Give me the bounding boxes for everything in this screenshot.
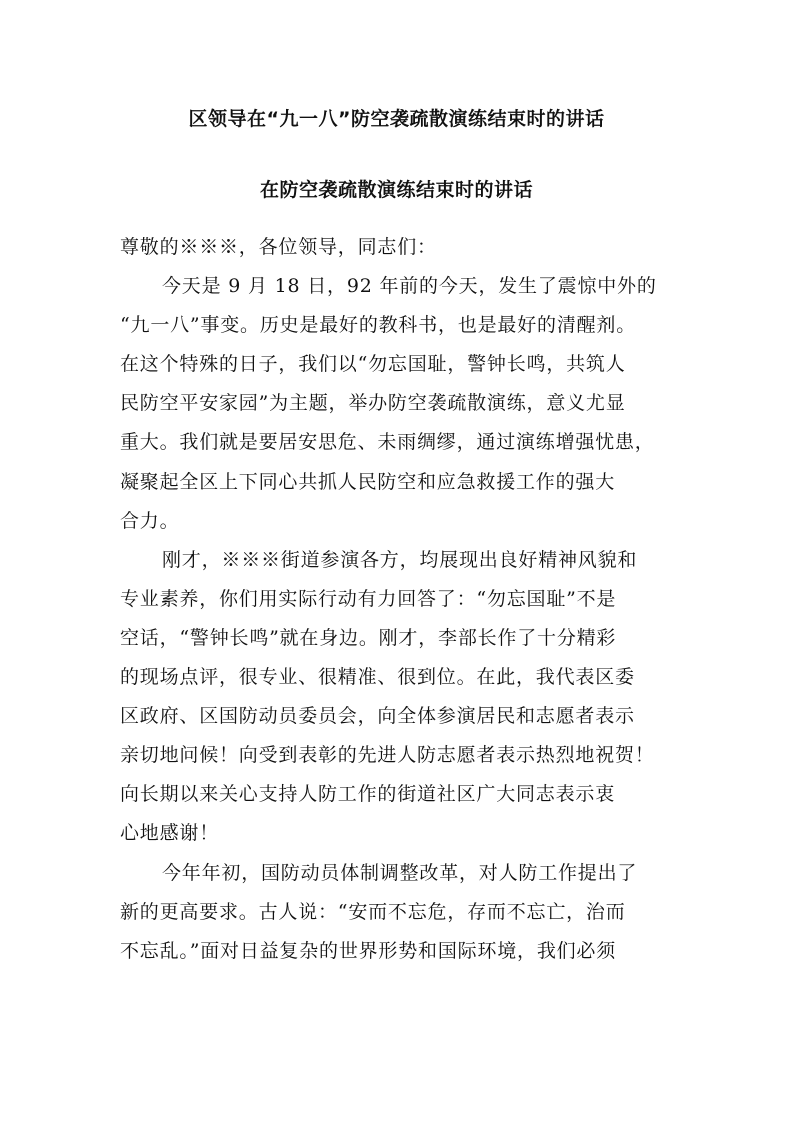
text-line: 刚才，※※※街道参演各方，均展现出良好精神风貌和 <box>162 548 638 571</box>
text-line: “九一八”事变。历史是最好的教科书，也是最好的清醒剂。 <box>120 314 637 337</box>
text-line: 民防空平安家园”为主题，举办防空袭疏散演练，意义尤显 <box>120 392 626 415</box>
document-body <box>120 228 680 971</box>
text-line: 新的更高要求。古人说：“安而不忘危，存而不忘亡，治而 <box>120 900 626 923</box>
text-line: 的现场点评，很专业、很精准、很到位。在此，我代表区委 <box>120 666 635 689</box>
text-line: 今天是 9 月 18 日，92 年前的今天，发生了震惊中外的 <box>162 275 657 298</box>
text-line: 亲切地问候！向受到表彰的先进人防志愿者表示热烈地祝贺！ <box>120 744 655 767</box>
text-line: 在这个特殊的日子，我们以“勿忘国耻，警钟长鸣，共筑人 <box>120 353 626 376</box>
text-line: 心地感谢！ <box>120 822 220 845</box>
text-line: 重大。我们就是要居安思危、未雨绸缪，通过演练增强忧患， <box>120 431 655 454</box>
text-line: 今年年初，国防动员体制调整改革，对人防工作提出了 <box>162 861 638 884</box>
salutation: 尊敬的※※※，各位领导，同志们： <box>120 236 437 258</box>
text-line: 专业素养，你们用实际行动有力回答了：“勿忘国耻”不是 <box>120 587 617 610</box>
text-line: 空话，“警钟长鸣”就在身边。刚才，李部长作了十分精彩 <box>120 626 617 649</box>
document-title: 区领导在“九一八”防空袭疏散演练结束时的讲话 <box>188 108 605 130</box>
text-line: 不忘乱。”面对日益复杂的世界形势和国际环境，我们必须 <box>120 939 617 962</box>
text-line: 合力。 <box>120 509 180 532</box>
speech-subtitle: 在防空袭疏散演练结束时的讲话 <box>259 179 533 201</box>
text-line: 区政府、区国防动员委员会，向全体参演居民和志愿者表示 <box>120 705 635 728</box>
text-line: 向长期以来关心支持人防工作的街道社区广大同志表示衷 <box>120 783 616 806</box>
text-line: 凝聚起全区上下同心共抓人民防空和应急救援工作的强大 <box>120 470 616 493</box>
